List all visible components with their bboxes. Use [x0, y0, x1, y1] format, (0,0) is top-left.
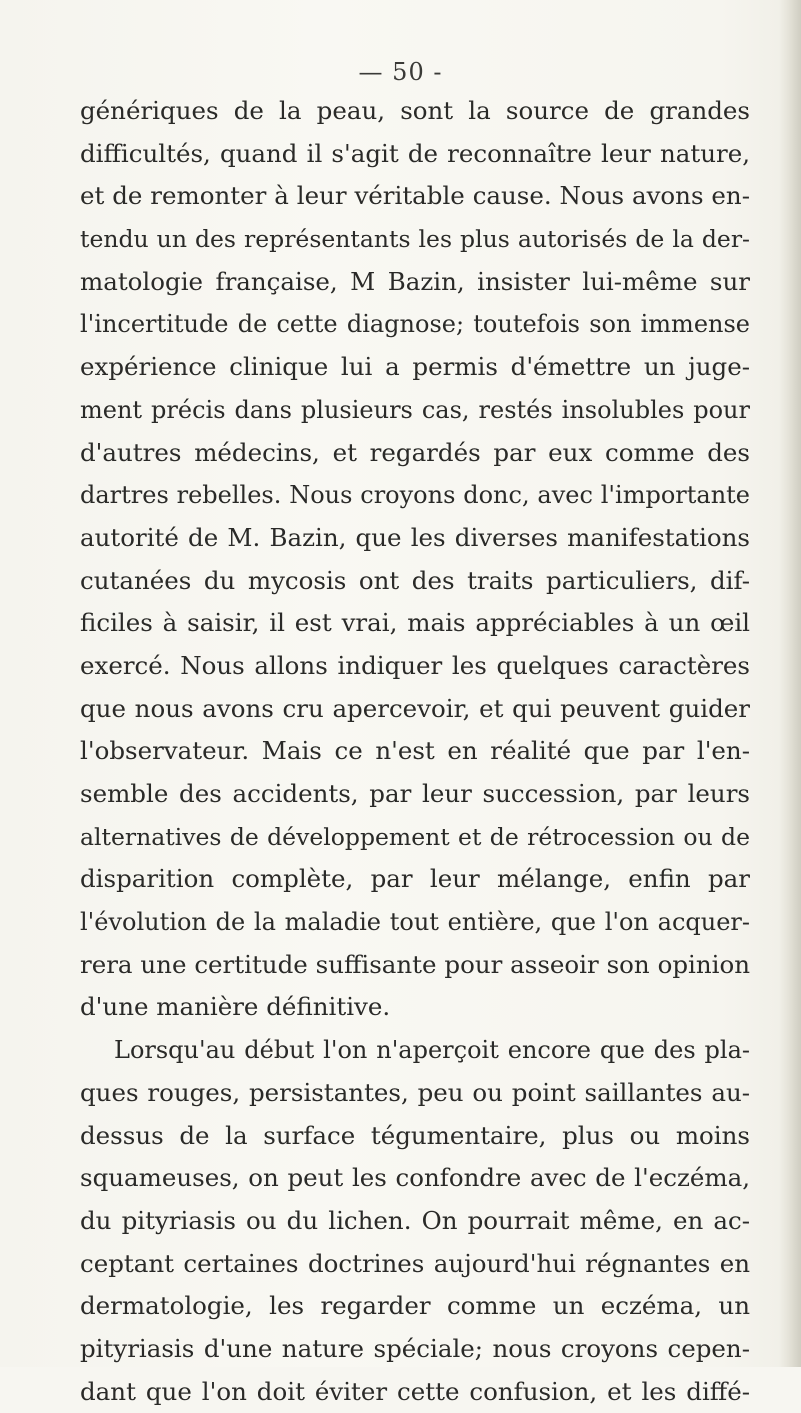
text-line: génériques de la peau, sont la source de grandes: [80, 96, 750, 125]
text-line: et de remonter à leur véritable cause. Nous avons en-: [80, 181, 750, 211]
text-line: expérience clinique lui a permis d'émettre un juge-: [80, 352, 750, 382]
text-line: dartres rebelles. Nous croyons donc, avec l'importante: [80, 481, 750, 510]
text-line: disparition complète, par leur mélange, enfin par: [80, 864, 750, 894]
text-line: dessus de la surface tégumentaire, plus ou moins: [80, 1120, 750, 1150]
text-line: rera une certitude suffisante pour asseoir son opinion: [80, 949, 750, 979]
text-line: autorité de M. Bazin, que les diverses manifestations: [80, 522, 750, 552]
text-line: semble des accidents, par leur succession, par leurs: [80, 779, 750, 808]
text-line: l'incertitude de cette diagnose; toutefois son immense: [80, 310, 750, 339]
text-line: exercé. Nous allons indiquer les quelques caractères: [80, 650, 750, 680]
text-line: pityriasis d'une nature spéciale; nous croyons cepen-: [80, 1333, 750, 1363]
page-number: — 50 -: [358, 58, 443, 86]
text-line: difficultés, quand il s'agit de reconnaître leur nature,: [80, 138, 750, 168]
body-text: [80, 90, 750, 1413]
text-line: ficiles à saisir, il est vrai, mais appréciables à un œil: [80, 608, 750, 638]
text-line-paragraph-start: Lorsqu'au début l'on n'aperçoit encore que des pla-: [114, 1036, 750, 1065]
text-line: ques rouges, persistantes, peu ou point saillantes au-: [80, 1077, 750, 1107]
text-line: l'évolution de la maladie tout entière, que l'on acquer-: [80, 908, 750, 937]
text-line: ceptant certaines doctrines aujourd'hui régnantes en: [80, 1248, 750, 1278]
text-line: l'observateur. Mais ce n'est en réalité que par l'en-: [80, 736, 750, 766]
text-line: squameuses, on peut les confondre avec de l'eczéma,: [80, 1163, 750, 1193]
page-edge-shadow: [779, 0, 801, 1367]
text-line: tendu un des représentants les plus autorisés de la der-: [80, 225, 750, 254]
text-line: matologie française, M Bazin, insister lui-même sur: [80, 266, 750, 296]
text-line: que nous avons cru apercevoir, et qui peuvent guider: [80, 693, 750, 723]
text-line: dermatologie, les regarder comme un eczéma, un: [80, 1291, 750, 1321]
text-line: alternatives de développement et de rétrocession ou de: [80, 822, 750, 851]
text-line: ment précis dans plusieurs cas, restés insolubles pour: [80, 395, 750, 424]
text-line: cutanées du mycosis ont des traits particuliers, dif-: [80, 565, 750, 595]
text-line: dant que l'on doit éviter cette confusion, et les diffé-: [80, 1376, 750, 1406]
text-line: d'autres médecins, et regardés par eux comme des: [80, 437, 750, 467]
text-line-paragraph-end: d'une manière définitive.: [80, 992, 391, 1022]
text-line: du pityriasis ou du lichen. On pourrait même, en ac-: [80, 1205, 750, 1235]
